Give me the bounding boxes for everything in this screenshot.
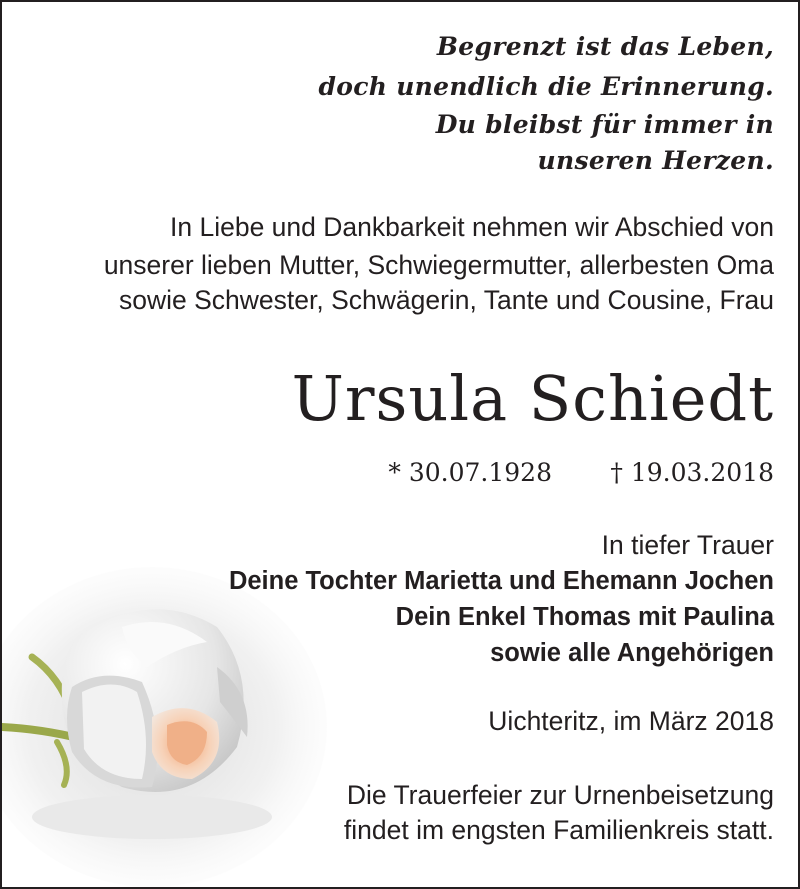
mourner-line: Dein Enkel Thomas mit Paulina [395,603,774,631]
mourner-line: sowie alle Angehörigen [490,639,774,667]
motto-line: doch unendlich die Erinnerung. [318,72,774,101]
intro-line: sowie Schwester, Schwägerin, Tante und Cousine, Frau [118,285,774,315]
motto-line: Begrenzt ist das Leben, [436,32,774,61]
intro-line: unserer lieben Mutter, Schwiegermutter, allerbesten Oma [103,250,774,280]
motto-line: Du bleibst für immer in [435,110,774,139]
mourner-line: Deine Tochter Marietta und Ehemann Jochen [228,567,774,595]
ceremony-line: findet im engsten Familienkreis statt. [343,815,774,845]
mourners-heading: In tiefer Trauer [601,530,774,560]
death-date: † 19.03.2018 [610,458,774,487]
intro-line: In Liebe und Dankbarkeit nehmen wir Abschied von [170,212,774,242]
ceremony-line: Die Trauerfeier zur Urnenbeisetzung [346,780,774,810]
motto-line: unseren Herzen. [537,146,774,175]
place-date: Uichteritz, im März 2018 [488,706,774,736]
birth-date: * 30.07.1928 [388,458,552,487]
deceased-name: Ursula Schiedt [291,362,774,435]
